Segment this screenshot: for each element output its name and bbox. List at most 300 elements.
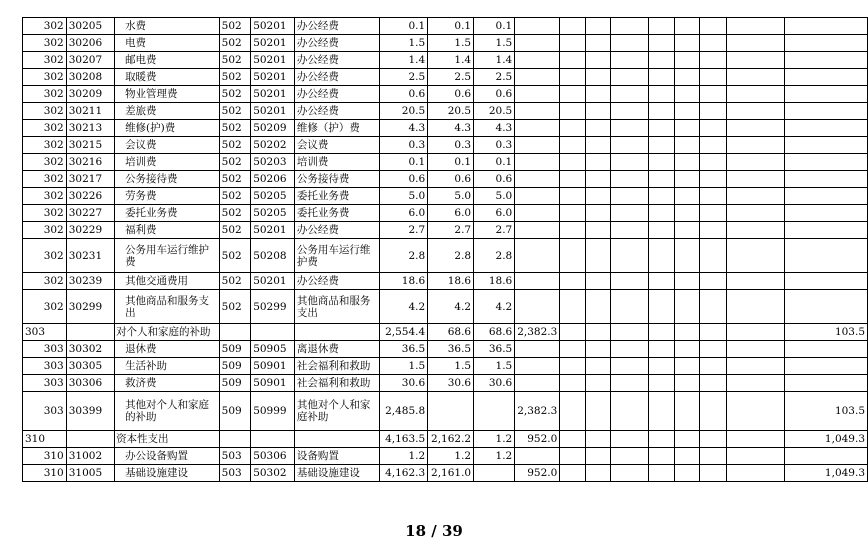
table-cell xyxy=(585,358,611,375)
table-cell xyxy=(674,375,699,392)
table-cell: 会议费 xyxy=(115,137,220,154)
table-cell xyxy=(611,431,649,448)
table-cell xyxy=(585,103,611,120)
table-row xyxy=(23,290,868,324)
table-cell: 302 xyxy=(23,239,67,273)
table-cell xyxy=(726,35,784,52)
table-cell: 0.3 xyxy=(428,137,474,154)
table-cell xyxy=(585,448,611,465)
table-cell xyxy=(699,171,726,188)
table-cell: 6.0 xyxy=(380,205,428,222)
table-cell xyxy=(726,358,784,375)
table-cell: 离退休费 xyxy=(294,341,380,358)
table-cell xyxy=(611,86,649,103)
table-cell: 952.0 xyxy=(515,431,560,448)
table-cell: 2.7 xyxy=(380,222,428,239)
table-cell xyxy=(611,358,649,375)
table-cell xyxy=(699,392,726,431)
table-cell xyxy=(294,431,380,448)
table-row xyxy=(23,273,868,290)
table-cell xyxy=(726,188,784,205)
table-cell: 502 xyxy=(219,120,251,137)
table-cell xyxy=(649,52,675,69)
table-cell: 1.4 xyxy=(428,52,474,69)
table-cell: 302 xyxy=(23,137,67,154)
table-cell: 0.6 xyxy=(428,86,474,103)
table-cell xyxy=(699,154,726,171)
table-cell: 6.0 xyxy=(428,205,474,222)
table-cell xyxy=(699,324,726,341)
table-cell: 基础设施建设 xyxy=(294,465,380,482)
table-cell xyxy=(515,358,560,375)
table-cell xyxy=(611,154,649,171)
table-cell xyxy=(560,52,586,69)
table-cell: 2,554.4 xyxy=(380,324,428,341)
table-cell: 509 xyxy=(219,392,251,431)
table-cell xyxy=(726,86,784,103)
table-cell: 50905 xyxy=(251,341,295,358)
table-cell: 2.8 xyxy=(428,239,474,273)
table-cell xyxy=(726,137,784,154)
table-cell: 303 xyxy=(23,375,67,392)
table-cell xyxy=(649,205,675,222)
table-cell: 2.5 xyxy=(428,69,474,86)
table-cell xyxy=(649,35,675,52)
table-cell: 办公经费 xyxy=(294,18,380,35)
table-cell: 302 xyxy=(23,273,67,290)
table-cell: 退休费 xyxy=(115,341,220,358)
table-cell xyxy=(560,392,586,431)
table-cell xyxy=(649,358,675,375)
table-cell: 0.1 xyxy=(474,18,515,35)
table-cell xyxy=(785,103,868,120)
table-cell xyxy=(611,239,649,273)
table-cell: 0.3 xyxy=(380,137,428,154)
budget-table xyxy=(22,17,868,482)
table-cell: 邮电费 xyxy=(115,52,220,69)
table-cell xyxy=(785,154,868,171)
table-cell: 502 xyxy=(219,205,251,222)
table-cell: 1.5 xyxy=(474,35,515,52)
table-cell xyxy=(674,205,699,222)
table-cell xyxy=(649,465,675,482)
table-cell xyxy=(585,375,611,392)
table-cell: 4.2 xyxy=(380,290,428,324)
table-cell: 103.5 xyxy=(785,392,868,431)
table-cell: 差旅费 xyxy=(115,103,220,120)
table-cell xyxy=(560,290,586,324)
table-cell: 公务用车运行维护费 xyxy=(294,239,380,273)
table-cell: 其他对个人和家庭补助 xyxy=(294,392,380,431)
table-cell: 502 xyxy=(219,154,251,171)
table-cell xyxy=(699,431,726,448)
table-cell: 310 xyxy=(23,465,67,482)
table-cell: 50299 xyxy=(251,290,295,324)
table-cell xyxy=(611,222,649,239)
table-cell xyxy=(699,375,726,392)
table-cell: 其他商品和服务支出 xyxy=(115,290,220,324)
table-cell xyxy=(649,188,675,205)
table-cell xyxy=(674,239,699,273)
table-cell: 2.7 xyxy=(474,222,515,239)
table-cell: 50201 xyxy=(251,86,295,103)
table-cell xyxy=(585,86,611,103)
table-cell xyxy=(699,86,726,103)
table-cell xyxy=(649,431,675,448)
table-cell xyxy=(649,341,675,358)
table-cell: 18.6 xyxy=(380,273,428,290)
table-cell: 18.6 xyxy=(474,273,515,290)
table-cell: 0.1 xyxy=(380,154,428,171)
table-cell: 302 xyxy=(23,120,67,137)
table-cell: 310 xyxy=(23,448,67,465)
table-cell: 0.6 xyxy=(474,86,515,103)
table-cell: 1.2 xyxy=(474,431,515,448)
table-cell xyxy=(515,341,560,358)
table-cell: 302 xyxy=(23,18,67,35)
table-row xyxy=(23,188,868,205)
table-cell xyxy=(515,375,560,392)
table-cell: 福利费 xyxy=(115,222,220,239)
table-cell: 303 xyxy=(23,341,67,358)
table-cell xyxy=(674,188,699,205)
table-cell xyxy=(560,341,586,358)
table-cell xyxy=(699,69,726,86)
table-cell xyxy=(674,273,699,290)
table-cell: 30.6 xyxy=(428,375,474,392)
table-cell xyxy=(649,171,675,188)
table-cell: 0.6 xyxy=(428,171,474,188)
table-cell: 0.6 xyxy=(474,171,515,188)
table-cell xyxy=(560,431,586,448)
table-cell xyxy=(294,324,380,341)
table-cell xyxy=(649,86,675,103)
table-cell xyxy=(726,290,784,324)
table-cell: 20.5 xyxy=(474,103,515,120)
table-cell xyxy=(785,273,868,290)
table-cell: 302 xyxy=(23,188,67,205)
table-cell xyxy=(785,18,868,35)
table-cell xyxy=(585,392,611,431)
table-cell: 其他交通费用 xyxy=(115,273,220,290)
table-cell: 502 xyxy=(219,171,251,188)
table-cell xyxy=(674,35,699,52)
table-row xyxy=(23,222,868,239)
table-cell xyxy=(585,290,611,324)
table-cell: 20.5 xyxy=(380,103,428,120)
table-row xyxy=(23,103,868,120)
table-cell xyxy=(699,35,726,52)
table-cell xyxy=(649,324,675,341)
table-cell: 2,162.2 xyxy=(428,431,474,448)
table-cell: 30207 xyxy=(66,52,114,69)
table-cell xyxy=(515,188,560,205)
table-cell: 委托业务费 xyxy=(294,205,380,222)
table-cell xyxy=(66,431,114,448)
table-cell xyxy=(515,239,560,273)
table-cell xyxy=(699,290,726,324)
table-cell: 302 xyxy=(23,222,67,239)
table-cell: 50209 xyxy=(251,120,295,137)
table-cell xyxy=(611,205,649,222)
table-cell xyxy=(785,188,868,205)
table-cell: 50208 xyxy=(251,239,295,273)
table-cell: 办公经费 xyxy=(294,86,380,103)
table-cell: 503 xyxy=(219,465,251,482)
table-cell xyxy=(674,120,699,137)
table-cell: 4.3 xyxy=(380,120,428,137)
table-cell xyxy=(251,324,295,341)
table-cell xyxy=(674,86,699,103)
table-cell: 30302 xyxy=(66,341,114,358)
table-cell: 1.4 xyxy=(474,52,515,69)
table-cell xyxy=(585,324,611,341)
table-row xyxy=(23,171,868,188)
table-cell xyxy=(726,392,784,431)
table-cell: 电费 xyxy=(115,35,220,52)
table-cell xyxy=(649,69,675,86)
table-cell: 302 xyxy=(23,171,67,188)
table-cell: 302 xyxy=(23,154,67,171)
table-cell xyxy=(611,290,649,324)
table-cell: 劳务费 xyxy=(115,188,220,205)
table-cell: 委托业务费 xyxy=(294,188,380,205)
table-cell: 1,049.3 xyxy=(785,465,868,482)
table-cell: 502 xyxy=(219,273,251,290)
table-cell xyxy=(726,52,784,69)
table-cell: 50901 xyxy=(251,358,295,375)
table-cell xyxy=(560,86,586,103)
table-cell: 302 xyxy=(23,86,67,103)
table-cell xyxy=(560,188,586,205)
table-cell xyxy=(726,154,784,171)
table-cell: 2,382.3 xyxy=(515,324,560,341)
table-cell xyxy=(251,431,295,448)
table-cell: 50202 xyxy=(251,137,295,154)
table-cell: 2,382.3 xyxy=(515,392,560,431)
table-cell: 503 xyxy=(219,448,251,465)
table-cell: 50901 xyxy=(251,375,295,392)
table-cell xyxy=(428,392,474,431)
page-separator: / xyxy=(431,522,437,540)
table-cell: 30209 xyxy=(66,86,114,103)
table-cell xyxy=(674,324,699,341)
table-cell: 办公经费 xyxy=(294,273,380,290)
table-row xyxy=(23,465,868,482)
table-cell xyxy=(585,205,611,222)
table-cell xyxy=(726,171,784,188)
table-cell: 办公经费 xyxy=(294,52,380,69)
table-cell: 50203 xyxy=(251,154,295,171)
table-cell xyxy=(515,154,560,171)
table-cell: 2.7 xyxy=(428,222,474,239)
table-cell xyxy=(674,392,699,431)
table-cell xyxy=(585,35,611,52)
table-cell xyxy=(649,273,675,290)
table-cell: 设备购置 xyxy=(294,448,380,465)
table-cell xyxy=(674,52,699,69)
table-cell xyxy=(674,103,699,120)
table-cell xyxy=(699,358,726,375)
table-cell: 502 xyxy=(219,69,251,86)
table-row xyxy=(23,120,868,137)
table-cell xyxy=(674,171,699,188)
table-cell: 50206 xyxy=(251,171,295,188)
table-cell: 办公经费 xyxy=(294,222,380,239)
table-cell: 委托业务费 xyxy=(115,205,220,222)
table-cell: 310 xyxy=(23,431,67,448)
table-cell xyxy=(611,52,649,69)
page-current: 18 xyxy=(405,522,427,540)
table-cell xyxy=(726,120,784,137)
table-cell: 509 xyxy=(219,375,251,392)
table-cell: 50302 xyxy=(251,465,295,482)
table-cell xyxy=(649,222,675,239)
table-cell: 1.5 xyxy=(380,358,428,375)
table-row xyxy=(23,69,868,86)
table-cell: 30305 xyxy=(66,358,114,375)
table-cell xyxy=(585,69,611,86)
table-cell xyxy=(560,205,586,222)
table-cell: 2.5 xyxy=(380,69,428,86)
table-cell: 30239 xyxy=(66,273,114,290)
table-cell xyxy=(726,324,784,341)
table-cell: 303 xyxy=(23,358,67,375)
table-cell xyxy=(674,222,699,239)
table-cell xyxy=(699,52,726,69)
table-cell: 30299 xyxy=(66,290,114,324)
table-cell xyxy=(515,35,560,52)
table-cell xyxy=(699,465,726,482)
table-cell: 36.5 xyxy=(380,341,428,358)
table-cell xyxy=(515,222,560,239)
table-cell xyxy=(726,18,784,35)
table-cell: 0.3 xyxy=(474,137,515,154)
table-cell xyxy=(560,35,586,52)
table-cell xyxy=(474,392,515,431)
table-cell: 4.3 xyxy=(474,120,515,137)
table-cell: 1.5 xyxy=(428,35,474,52)
table-cell: 502 xyxy=(219,86,251,103)
table-cell xyxy=(785,222,868,239)
table-cell xyxy=(649,239,675,273)
table-cell xyxy=(649,290,675,324)
table-cell: 30217 xyxy=(66,171,114,188)
table-cell: 5.0 xyxy=(380,188,428,205)
table-cell: 2.5 xyxy=(474,69,515,86)
table-cell xyxy=(674,341,699,358)
table-cell: 2,485.8 xyxy=(380,392,428,431)
table-cell xyxy=(699,273,726,290)
table-cell xyxy=(515,52,560,69)
table-cell xyxy=(560,137,586,154)
table-cell: 2,161.0 xyxy=(428,465,474,482)
table-cell xyxy=(649,392,675,431)
table-cell xyxy=(611,392,649,431)
table-cell: 952.0 xyxy=(515,465,560,482)
table-cell xyxy=(726,465,784,482)
table-cell: 其他对个人和家庭的补助 xyxy=(115,392,220,431)
table-cell xyxy=(515,171,560,188)
table-cell: 30205 xyxy=(66,18,114,35)
table-cell xyxy=(611,341,649,358)
table-cell xyxy=(699,103,726,120)
table-cell: 302 xyxy=(23,290,67,324)
table-cell: 103.5 xyxy=(785,324,868,341)
table-cell: 办公经费 xyxy=(294,103,380,120)
table-cell: 2.8 xyxy=(474,239,515,273)
table-cell xyxy=(785,290,868,324)
table-cell: 0.1 xyxy=(380,18,428,35)
table-cell xyxy=(515,290,560,324)
table-cell: 50205 xyxy=(251,188,295,205)
table-cell xyxy=(585,120,611,137)
table-cell xyxy=(515,273,560,290)
table-cell: 30226 xyxy=(66,188,114,205)
table-cell: 68.6 xyxy=(428,324,474,341)
table-cell xyxy=(649,18,675,35)
table-cell: 0.1 xyxy=(474,154,515,171)
table-cell xyxy=(674,358,699,375)
table-cell xyxy=(560,273,586,290)
table-cell: 1.5 xyxy=(474,358,515,375)
table-row xyxy=(23,52,868,69)
table-cell: 20.5 xyxy=(428,103,474,120)
table-cell: 502 xyxy=(219,18,251,35)
table-cell: 办公经费 xyxy=(294,69,380,86)
table-cell: 31005 xyxy=(66,465,114,482)
table-cell xyxy=(219,431,251,448)
table-cell: 509 xyxy=(219,341,251,358)
table-cell xyxy=(585,154,611,171)
table-cell xyxy=(560,324,586,341)
table-cell xyxy=(785,205,868,222)
table-cell: 公务用车运行维护费 xyxy=(115,239,220,273)
table-cell xyxy=(611,171,649,188)
table-cell: 50201 xyxy=(251,103,295,120)
table-cell xyxy=(674,69,699,86)
table-cell: 5.0 xyxy=(428,188,474,205)
table-cell xyxy=(785,448,868,465)
table-cell: 30231 xyxy=(66,239,114,273)
table-cell: 50205 xyxy=(251,205,295,222)
table-cell xyxy=(699,18,726,35)
table-cell: 2.8 xyxy=(380,239,428,273)
table-cell: 30211 xyxy=(66,103,114,120)
table-cell: 4,163.5 xyxy=(380,431,428,448)
table-cell: 50201 xyxy=(251,222,295,239)
table-cell: 502 xyxy=(219,103,251,120)
table-cell: 1,049.3 xyxy=(785,431,868,448)
table-cell xyxy=(674,154,699,171)
table-cell: 30.6 xyxy=(474,375,515,392)
table-cell: 50306 xyxy=(251,448,295,465)
table-cell: 36.5 xyxy=(474,341,515,358)
table-cell xyxy=(611,188,649,205)
table-cell xyxy=(699,120,726,137)
table-cell: 对个人和家庭的补助 xyxy=(115,324,220,341)
table-cell xyxy=(726,69,784,86)
table-cell: 1.5 xyxy=(380,35,428,52)
table-cell xyxy=(699,188,726,205)
table-cell xyxy=(785,171,868,188)
table-cell xyxy=(560,120,586,137)
page-number xyxy=(0,522,868,540)
table-cell xyxy=(219,324,251,341)
table-cell xyxy=(611,69,649,86)
table-cell: 其他商品和服务支出 xyxy=(294,290,380,324)
table-cell: 302 xyxy=(23,103,67,120)
